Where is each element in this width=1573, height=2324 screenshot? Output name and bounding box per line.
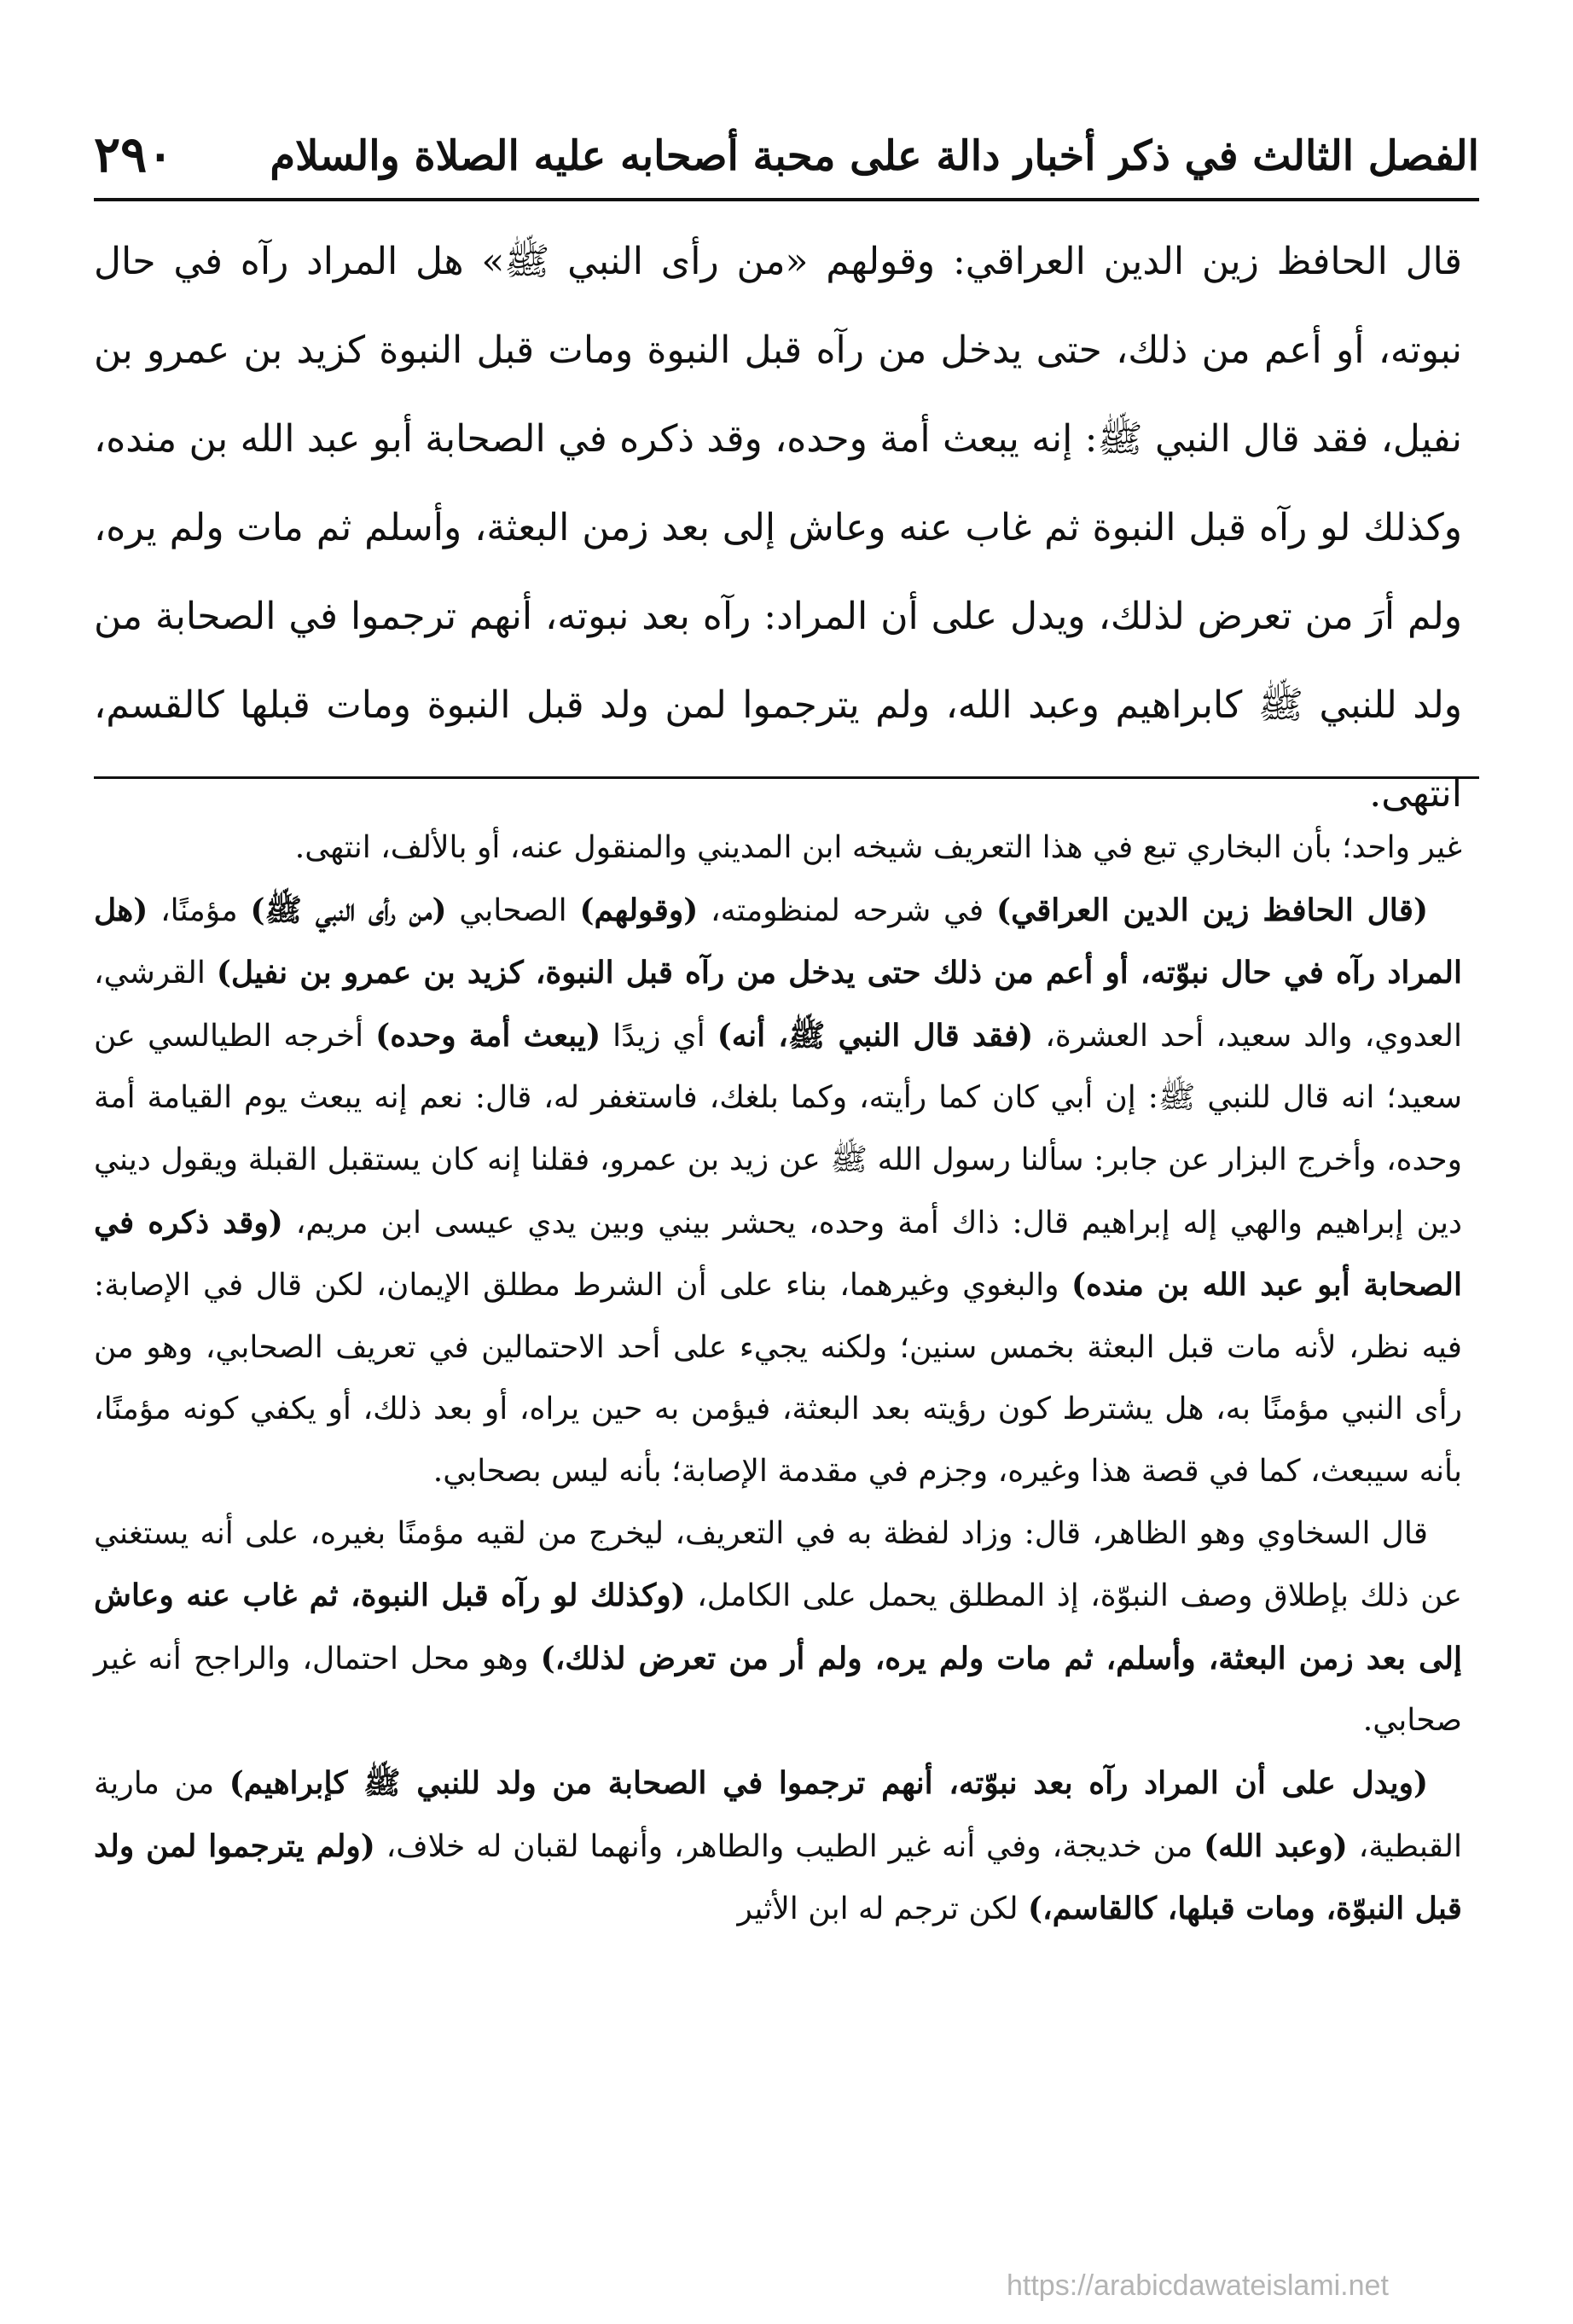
commentary-text: أي زيدًا [601,1018,717,1054]
header-rule [94,198,1479,201]
commentary-paragraph-4 [94,1752,1462,1941]
commentary-paragraph-2 [94,880,1462,1503]
quoted-matn-text: (وكذلك لو رآه قبل النبوة، ثم غاب عنه وعاش إلى بعد زمن البعثة، وأسلم، ثم مات ولم يره، ولم أر من تعرض لذلك،) [94,1577,1462,1676]
commentary-text: من مارية القبطية، [94,1765,1462,1864]
quoted-matn-text: (قال الحافظ زين الدين العراقي) [996,892,1428,928]
quoted-matn-text: (ويدل على أن المراد رآه بعد نبوّته، أنهم ترجموا في الصحابة من ولد للنبي ﷺ كإبراهيم) [229,1764,1428,1801]
commentary-text: من خديجة، وفي أنه غير الطيب والطاهر، وأنهما لقبان له خلاف، [374,1828,1204,1864]
commentary-divider [94,776,1479,779]
commentary-text: وهو محل احتمال، والراجح أنه غير صحابي. [94,1641,1462,1739]
commentary-text: في شرحه لمنظومته، [698,892,997,928]
quoted-matn-text: (وقد ذكره في الصحابة أبو عبد الله بن منده) [94,1204,1462,1304]
commentary-text: القرشي، العدوي، والد سعيد، أحد العشرة، [94,956,1463,1054]
commentary-text: لكن ترجم له ابن الأثير [737,1891,1029,1927]
commentary-text: مؤمنًا، [148,892,251,928]
commentary-text: الصحابي [446,892,580,928]
commentary-text: والبغوي وغيرهما، بناء على أن الشرط مطلق الإيمان، لكن قال في الإصابة: فيه نظر، لأنه مات قبل البعثة بخمس سنين؛ ولكنه يجيء على أحد الاحتمالين في تعريف الصحابي، وهو من رأى النبي مؤمنًا به، هل يشترط كون رؤيته بعد البعثة، فيؤمن به حين يراه، أو بعد ذلك، أو يكفي كونه مؤمنًا، بأنه سيبعث، كما في قصة هذا وغيره، وجزم في مقدمة الإصابة؛ بأنه ليس بصحابي. [94,1268,1462,1489]
quoted-matn-text: (هل المراد رآه في حال نبوّته، أو أعم من ذلك حتى يدخل من رآه قبل النبوة، كزيد بن عمرو بن نفيل) [94,892,1463,991]
quoted-matn-text: (فقد قال النبي ﷺ، أنه) [717,1017,1034,1054]
quoted-matn-text: (وعبد الله) [1204,1827,1348,1864]
main-text-block [94,218,1462,839]
commentary-paragraph-3 [94,1503,1462,1752]
commentary-paragraph-1: غير واحد؛ بأن البخاري تبع في هذا التعريف شيخه ابن المديني والمنقول عنه، أو بالألف، انتهى. [294,830,1462,865]
main-text-paragraph: قال الحافظ زين الدين العراقي: وقولهم «من رأى النبي ﷺ» هل المراد رآه في حال نبوته، أو أعم من ذلك، حتى يدخل من رآه قبل النبوة ومات قبل النبوة كزيد بن عمرو بن نفيل، فقد قال النبي ﷺ: إنه يبعث أمة وحده، وقد ذكره في الصحابة أبو عبد الله بن منده، وكذلك لو رآه قبل النبوة ثم غاب عنه وعاش إلى بعد زمن البعثة، وأسلم ثم مات ولم يره، ولم أرَ من تعرض لذلك، ويدل على أن المراد: رآه بعد نبوته، أنهم ترجموا في الصحابة من ولد للنبي ﷺ كابراهيم وعبد الله، ولم يترجموا لمن ولد قبل النبوة ومات قبلها كالقسم، انتهى. [94,240,1462,816]
page-number: ٢٩٠ [94,125,174,183]
quoted-matn-text: (ولم يترجموا لمن ولد قبل النبوّة، ومات قبلها، كالقاسم،) [94,1827,1462,1927]
quoted-matn-text: (وقولهم) [579,892,699,928]
watermark-url: https://arabicdawateislami.net [1007,2269,1389,2302]
commentary-block [94,817,1462,1941]
quoted-matn-text: (يبعث أمة وحده) [375,1017,601,1054]
running-title: الفصل الثالث في ذكر أخبار دالة على محبة أصحابه عليه الصلاة والسلام [270,132,1479,181]
commentary-text: أخرجه الطيالسي عن سعيد؛ انه قال للنبي ﷺ: إن أبي كان كما رأيته، وكما بلغك، فاستغفر له، قال: نعم إنه يبعث يوم القيامة أمة وحده، وأخرج البزار عن جابر: سألنا رسول الله ﷺ عن زيد بن عمرو، فقلنا إنه كان يستقبل القبلة ويقول ديني دين إبراهيم والهي إله إبراهيم قال: ذاك أمة وحده، يحشر بيني وبين يدي عيسى ابن مريم، [94,1018,1462,1240]
commentary-text: قال السخاوي وهو الظاهر، قال: وزاد لفظة به في التعريف، ليخرج من لقيه مؤمنًا بغيره، على أنه يستغني عن ذلك بإطلاق وصف النبوّة، إذ المطلق يحمل على الكامل، [94,1515,1462,1614]
quoted-matn-text: (من رأى النبي ﷺ) [250,892,447,928]
page-header [94,111,1479,183]
